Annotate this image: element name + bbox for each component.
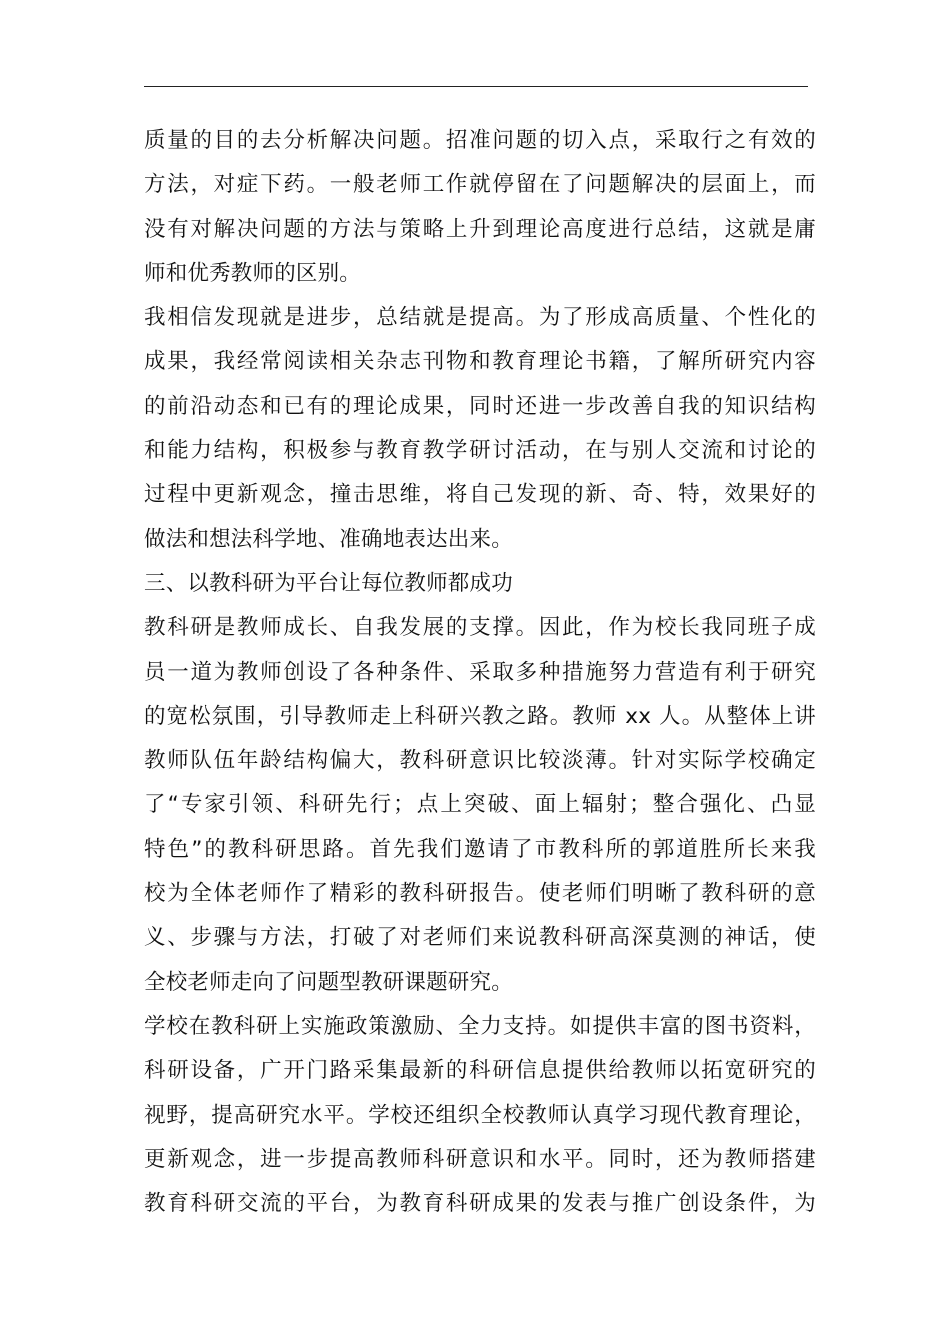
text-line: 没有对解决问题的方法与策略上升到理论高度进行总结，这就是庸 — [144, 216, 816, 242]
section-heading-text: 三、以教科研为平台让每位教师都成功 — [144, 570, 513, 596]
text-line: 了“专家引领、科研先行；点上突破、面上辐射；整合强化、凸显 — [144, 792, 816, 818]
text-line: 教育科研交流的平台，为教育科研成果的发表与推广创设条件，为 — [144, 1191, 816, 1217]
document-body — [144, 119, 816, 1226]
text-line: 义、步骤与方法，打破了对老师们来说教科研高深莫测的神话，使 — [144, 925, 816, 951]
paragraph — [144, 606, 816, 1005]
text-line: 教科研是教师成长、自我发展的支撑。因此，作为校长我同班子成 — [144, 615, 816, 641]
section-heading — [144, 562, 816, 606]
text-line: 视野，提高研究水平。学校还组织全校教师认真学习现代教育理论， — [144, 1102, 816, 1128]
text-line: 教师队伍年龄结构偏大，教科研意识比较淡薄。针对实际学校确定 — [144, 748, 816, 774]
text-line: 校为全体老师作了精彩的教科研报告。使老师们明晰了教科研的意 — [144, 881, 816, 907]
paragraph — [144, 1005, 816, 1226]
text-line: 全校老师走向了问题型教研课题研究。 — [144, 969, 513, 995]
text-line: 的宽松氛围，引导教师走上科研兴教之路。教师 xx 人。从整体上讲 — [144, 703, 816, 729]
text-line: 特色”的教科研思路。首先我们邀请了市教科所的郭道胜所长来我 — [144, 836, 816, 862]
text-line: 方法，对症下药。一般老师工作就停留在了问题解决的层面上，而 — [144, 172, 816, 198]
text-line: 过程中更新观念，撞击思维，将自己发现的新、奇、特，效果好的 — [144, 482, 816, 508]
text-line: 我相信发现就是进步，总结就是提高。为了形成高质量、个性化的 — [144, 305, 816, 331]
text-line: 师和优秀教师的区别。 — [144, 260, 362, 286]
text-line: 成果，我经常阅读相关杂志刊物和教育理论书籍，了解所研究内容 — [144, 349, 816, 375]
paragraph — [144, 296, 816, 562]
text-line: 的前沿动态和已有的理论成果，同时还进一步改善自我的知识结构 — [144, 393, 816, 419]
text-line: 员一道为教师创设了各种条件、采取多种措施努力营造有利于研究 — [144, 659, 816, 685]
header-rule — [144, 86, 808, 87]
text-line: 更新观念，进一步提高教师科研意识和水平。同时，还为教师搭建 — [144, 1146, 816, 1172]
text-line: 科研设备，广开门路采集最新的科研信息提供给教师以拓宽研究的 — [144, 1058, 816, 1084]
paragraph — [144, 119, 816, 296]
text-line: 学校在教科研上实施政策激励、全力支持。如提供丰富的图书资料， — [144, 1013, 816, 1039]
text-line: 质量的目的去分析解决问题。招准问题的切入点，采取行之有效的 — [144, 128, 816, 153]
text-line: 做法和想法科学地、准确地表达出来。 — [144, 526, 513, 552]
text-line: 和能力结构，积极参与教育教学研讨活动，在与别人交流和讨论的 — [144, 438, 816, 464]
